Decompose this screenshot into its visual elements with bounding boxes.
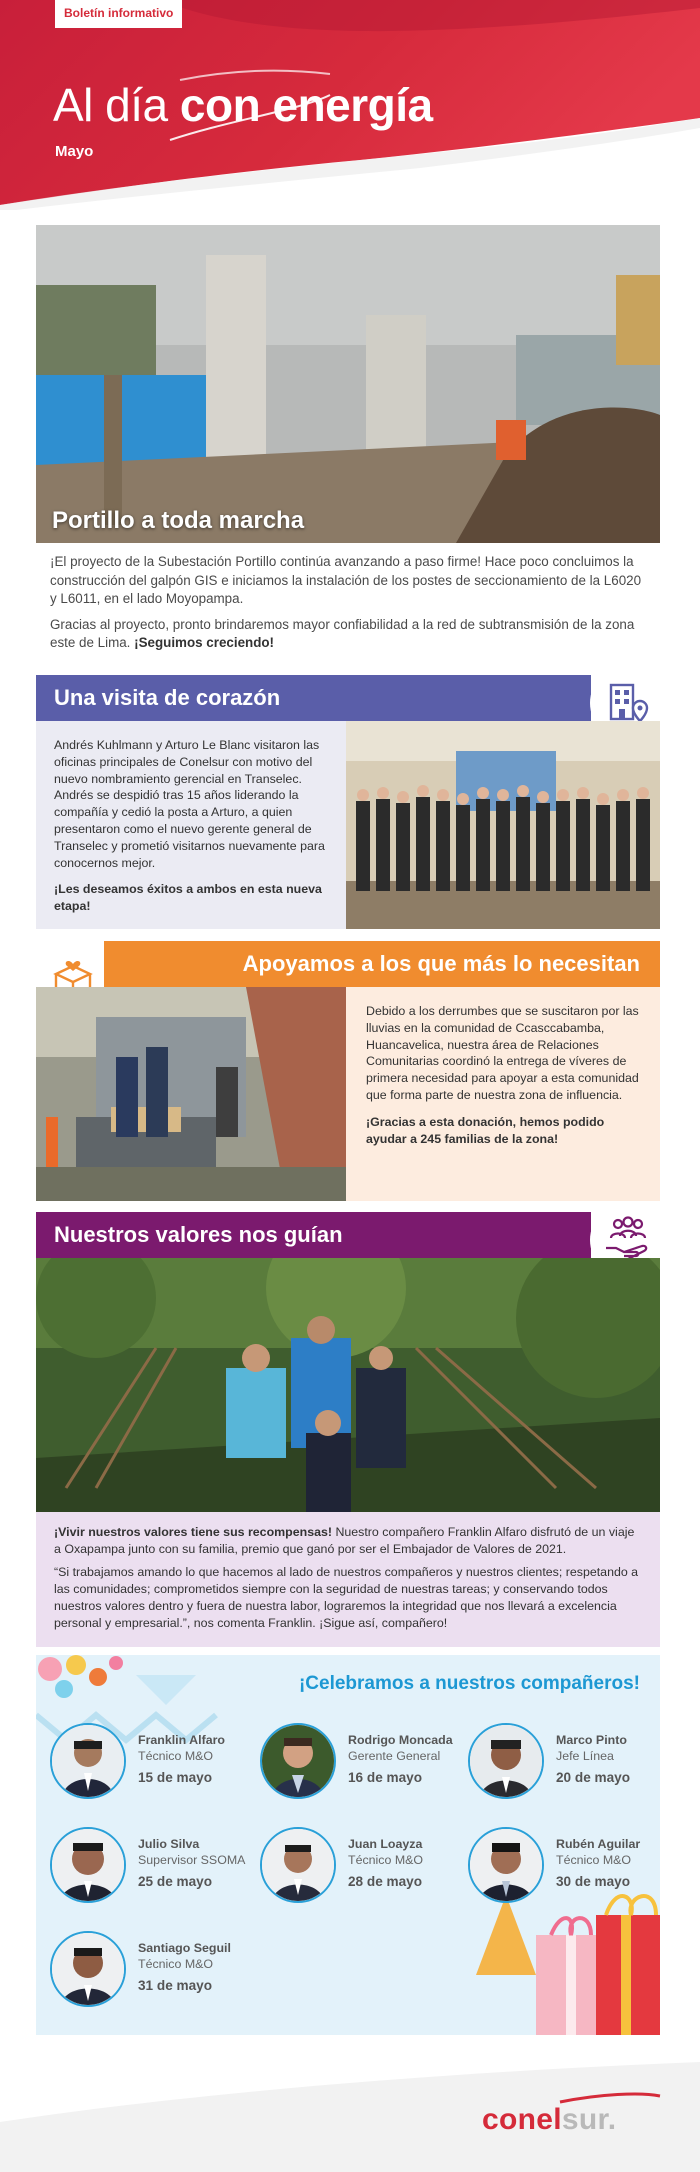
portillo-paragraph-1: ¡El proyecto de la Subestación Portillo continúa avanzando a paso firme! Hace poco concluimos la construcción del galpón GIS e iniciamos la instalación de los postes de seccionamiento de la L6020 y L6011, en el lado Moyopampa. bbox=[50, 554, 642, 606]
person-date: 16 de mayo bbox=[348, 1770, 423, 1785]
portillo-paragraph-2 bbox=[50, 616, 650, 653]
gift-boxes-icon bbox=[476, 1889, 660, 2035]
apoyo-title-bar bbox=[104, 941, 660, 987]
building-location-icon bbox=[604, 679, 652, 727]
avatar bbox=[50, 1827, 126, 1903]
visita-photo bbox=[346, 721, 660, 929]
apoyo-bold: ¡Gracias a esta donación, hemos podido ayudar a 245 familias de la zona! bbox=[366, 1114, 605, 1146]
person-name: Santiago Seguil bbox=[138, 1941, 231, 1955]
person-role: Técnico M&O bbox=[348, 1853, 424, 1867]
person-name: Franklin Alfaro bbox=[138, 1733, 225, 1747]
avatar bbox=[260, 1723, 336, 1799]
person-role: Jefe Línea bbox=[556, 1749, 614, 1763]
visita-title-bar bbox=[36, 675, 591, 721]
person-name: Marco Pinto bbox=[556, 1733, 627, 1747]
birthday-person bbox=[468, 1723, 668, 1803]
person-date: 15 de mayo bbox=[138, 1770, 213, 1785]
portillo-paragraph-2-text: Gracias al proyecto, pronto brindaremos mayor confiabilidad a la red de subtransmisión de la zona este de Lima. bbox=[50, 616, 635, 650]
portillo-caption: Portillo a toda marcha bbox=[52, 507, 305, 534]
person-date: 31 de mayo bbox=[138, 1978, 213, 1993]
avatar bbox=[50, 1723, 126, 1799]
person-role: Técnico M&O bbox=[138, 1749, 214, 1763]
valores-title: Nuestros valores nos guían bbox=[54, 1222, 343, 1247]
avatar bbox=[468, 1723, 544, 1799]
portillo-text bbox=[50, 553, 650, 660]
person-date: 30 de mayo bbox=[556, 1874, 631, 1889]
birthday-person bbox=[50, 1723, 250, 1803]
valores-title-bar bbox=[36, 1212, 591, 1258]
portillo-paragraph-2-bold: ¡Seguimos creciendo! bbox=[134, 635, 275, 650]
apoyo-text-box bbox=[346, 987, 660, 1201]
birthdays-title: ¡Celebramos a nuestros compañeros! bbox=[298, 1673, 640, 1694]
visita-text-box bbox=[36, 721, 346, 929]
apoyo-photo bbox=[36, 987, 346, 1201]
logo-sur: sur. bbox=[561, 2103, 617, 2136]
person-date: 25 de mayo bbox=[138, 1874, 213, 1889]
birthday-person bbox=[50, 1931, 250, 2011]
newsletter-header bbox=[0, 0, 700, 210]
logo-main: conel bbox=[482, 2103, 562, 2136]
person-date: 20 de mayo bbox=[556, 1770, 631, 1785]
valores-photo bbox=[36, 1258, 660, 1512]
newsletter-month: Mayo bbox=[55, 143, 94, 160]
portillo-photo bbox=[36, 225, 660, 543]
birthday-person bbox=[468, 1827, 668, 1907]
avatar bbox=[50, 1931, 126, 2007]
valores-lead-text: Nuestro compañero Franklin Alfaro disfrutó de un viaje a Oxapampa junto con su familia, premio que ganó por ser el Embajador de Valores de 2021. bbox=[54, 1525, 635, 1556]
valores-quote: “Si trabajamos amando lo que hacemos al lado de nuestros compañeros y nuestros clientes; respetando a las comunidades; comprometidos siempre con la seguridad de nuestras tareas; y conservando todos nuestros valores dentro y fuera de nuestra labor, lograremos la integridad que nos llevará a excelencia personal y empresarial.”, nos comenta Franklin. ¡Sigue así, compañero! bbox=[54, 1565, 639, 1630]
visita-text: Andrés Kuhlmann y Arturo Le Blanc visitaron las oficinas principales de Conelsur con motivo del nuevo nombramiento gerencial en Transelec. Andrés se despidió tras 15 años liderando la compañía y cedió la posta a Arturo, a quien presentaron como el nuevo gerente general de Transelec y prometió visitarnos nuevamente para conocernos mejor. bbox=[54, 738, 325, 870]
apoyo-title: Apoyamos a los que más lo necesitan bbox=[242, 951, 640, 976]
birthday-person bbox=[50, 1827, 250, 1907]
valores-lead bbox=[54, 1524, 642, 1558]
person-name: Julio Silva bbox=[138, 1837, 200, 1851]
person-name: Rubén Aguilar bbox=[556, 1837, 641, 1851]
conelsur-logo bbox=[482, 2103, 616, 2137]
avatar bbox=[468, 1827, 544, 1903]
newsletter-title bbox=[53, 78, 433, 132]
visita-bold: ¡Les deseamos éxitos a ambos en esta nueva etapa! bbox=[54, 882, 322, 914]
valores-text-box bbox=[36, 1512, 660, 1647]
person-role: Gerente General bbox=[348, 1749, 441, 1763]
flower-decoration-icon bbox=[38, 1655, 123, 1698]
title-light: Al día bbox=[53, 79, 168, 131]
apoyo-text: Debido a los derrumbes que se suscitaron por las lluvias en la comunidad de Ccasccabamba, Huancavelica, nuestra área de Relaciones Comunitarias coordinó la entrega de víveres de primera necesidad para apoyar a esta comunidad que forma parte de nuestra zona de influencia. bbox=[366, 1004, 639, 1102]
title-bold: con energía bbox=[179, 79, 433, 131]
person-name: Juan Loayza bbox=[348, 1837, 423, 1851]
visita-title: Una visita de corazón bbox=[54, 685, 281, 710]
birthday-person bbox=[260, 1723, 460, 1803]
person-name: Rodrigo Moncada bbox=[348, 1733, 453, 1747]
person-role: Supervisor SSOMA bbox=[138, 1853, 246, 1867]
birthdays-panel bbox=[36, 1655, 660, 2035]
valores-lead-bold: ¡Vivir nuestros valores tiene sus recompensas! bbox=[54, 1525, 332, 1539]
avatar bbox=[260, 1827, 336, 1903]
birthday-person bbox=[260, 1827, 460, 1907]
newsletter-badge: Boletín informativo bbox=[55, 0, 182, 28]
person-role: Técnico M&O bbox=[138, 1957, 214, 1971]
person-role: Técnico M&O bbox=[556, 1853, 632, 1867]
person-date: 28 de mayo bbox=[348, 1874, 423, 1889]
